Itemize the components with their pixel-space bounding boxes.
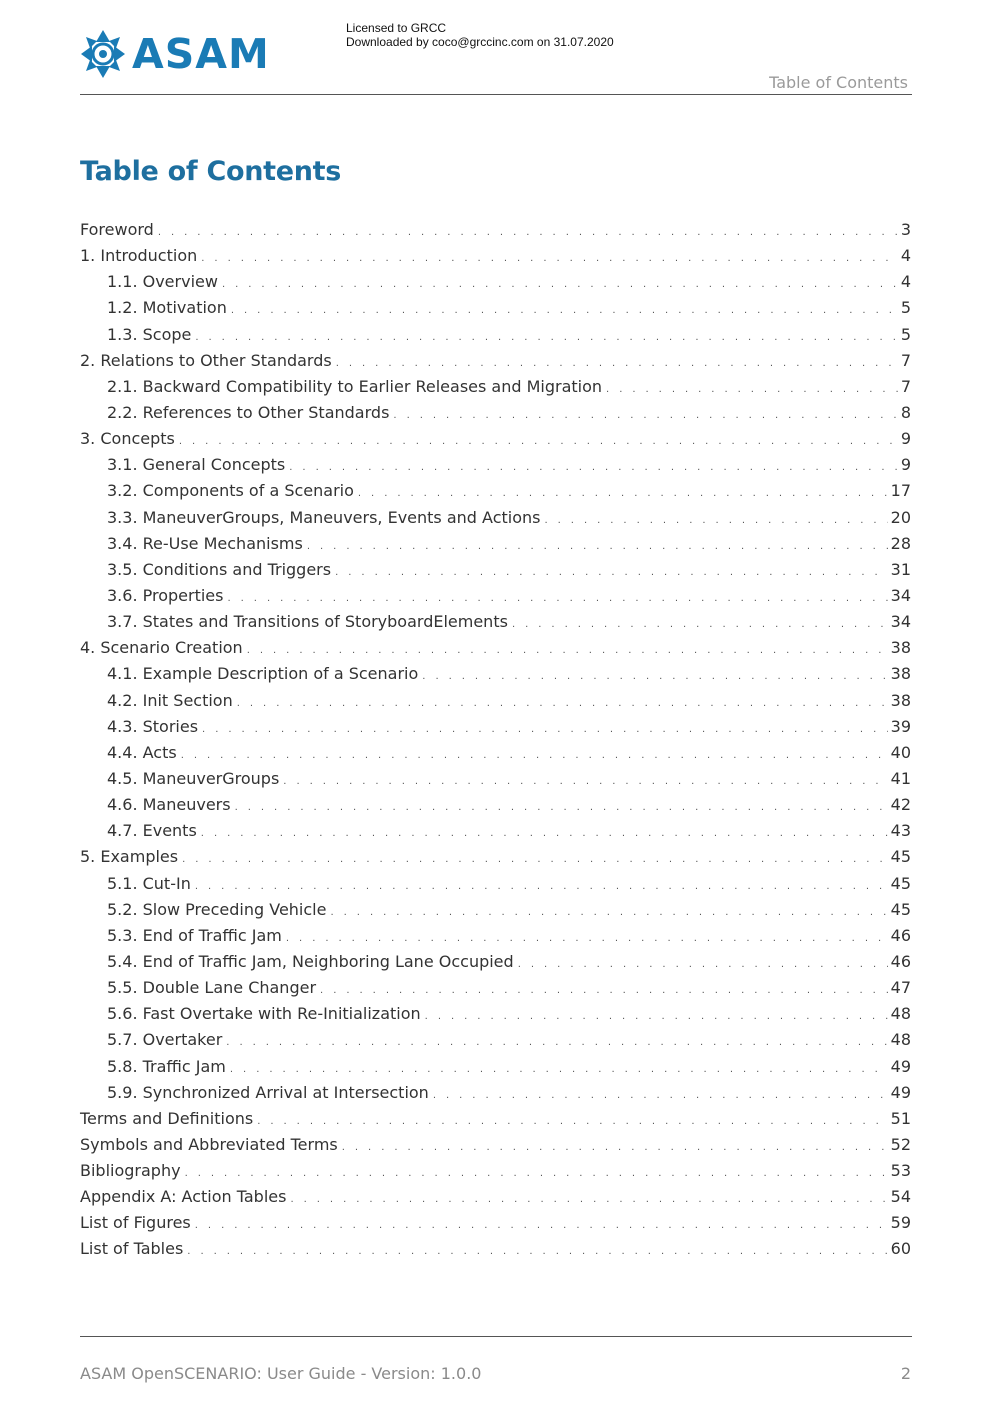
toc-entry-page[interactable]: 45 [890,873,911,893]
toc-dot-leader [336,351,898,377]
toc-dot-leader [330,900,887,926]
toc-entry-page[interactable]: 20 [890,507,911,527]
toc-dot-leader [307,534,888,560]
toc-dot-leader [226,1030,887,1056]
toc-entry-label[interactable]: 4.5. ManeuverGroups [107,768,280,788]
toc-entry-page[interactable]: 7 [900,350,911,370]
toc-entry-page[interactable]: 39 [890,716,911,736]
toc-entry[interactable] [80,1184,911,1210]
toc-entry-label[interactable]: 3. Concepts [80,429,175,449]
toc-dot-leader [235,795,888,821]
toc-entry-page[interactable]: 31 [890,559,911,579]
toc-entry[interactable] [80,1001,911,1027]
toc-entry-page[interactable]: 38 [890,638,911,658]
toc-dot-leader [179,429,898,455]
toc-entry-page[interactable]: 53 [890,1161,911,1181]
toc-entry[interactable] [80,348,911,374]
toc-entry-page[interactable]: 49 [890,1082,911,1102]
toc-entry[interactable] [80,583,911,609]
toc-dot-leader [201,821,888,847]
table-of-contents [80,217,911,1263]
toc-dot-leader [320,978,888,1004]
toc-dot-leader [195,1213,888,1239]
toc-entry-label[interactable]: 3.4. Re-Use Mechanisms [107,533,303,553]
toc-entry[interactable] [80,531,911,557]
footer-page-number: 2 [900,1364,911,1383]
toc-entry[interactable] [80,322,911,348]
toc-entry[interactable] [80,923,911,949]
toc-dot-leader [202,717,888,743]
toc-entry-page[interactable]: 60 [890,1239,911,1259]
toc-entry[interactable] [80,400,911,426]
toc-entry[interactable] [80,949,911,975]
toc-dot-leader [227,586,887,612]
toc-entry[interactable] [80,818,911,844]
toc-entry-label[interactable]: 5.4. End of Traffic Jam, Neighboring Lane Occupied [107,951,514,971]
asam-logo-icon [80,29,126,79]
toc-entry-page[interactable]: 40 [890,742,911,762]
toc-entry-label[interactable]: 3.1. General Concepts [107,455,286,475]
toc-dot-leader [257,1109,887,1135]
footer-document-title: ASAM OpenSCENARIO: User Guide - Version: 1.0.0 [80,1364,482,1383]
toc-dot-leader [335,560,888,586]
toc-dot-leader [290,1187,887,1213]
toc-entry[interactable] [80,1106,911,1132]
toc-entry-label[interactable]: 5.7. Overtaker [107,1030,223,1050]
toc-entry-label[interactable]: 5.1. Cut-In [107,873,191,893]
toc-entry[interactable] [80,844,911,870]
toc-entry[interactable] [80,792,911,818]
toc-entry-page[interactable]: 48 [890,1004,911,1024]
toc-entry[interactable] [80,374,911,400]
toc-dot-leader [518,952,888,978]
toc-entry-label[interactable]: 1.1. Overview [107,272,218,292]
toc-entry-label[interactable]: 4.3. Stories [107,716,199,736]
toc-dot-leader [393,403,897,429]
toc-entry-page[interactable]: 52 [890,1134,911,1154]
toc-entry-page[interactable]: 5 [900,324,911,344]
toc-entry-page[interactable]: 28 [890,533,911,553]
toc-entry-page[interactable]: 41 [890,768,911,788]
toc-dot-leader [358,481,888,507]
toc-entry-label[interactable]: Bibliography [80,1161,181,1181]
toc-entry[interactable] [80,426,911,452]
toc-dot-leader [247,638,888,664]
running-header: Table of Contents [769,73,908,92]
footer-divider [80,1336,912,1337]
toc-entry-page[interactable]: 38 [890,664,911,684]
toc-entry[interactable] [80,714,911,740]
license-line-1: Licensed to GRCC [346,21,447,35]
toc-entry-label[interactable]: 1. Introduction [80,246,198,266]
toc-entry-label[interactable]: 3.6. Properties [107,585,224,605]
toc-dot-leader [222,272,898,298]
toc-entry[interactable] [80,217,911,243]
toc-entry-page[interactable]: 45 [890,847,911,867]
toc-entry[interactable] [80,635,911,661]
toc-dot-leader [231,298,898,324]
toc-entry-label[interactable]: 2.2. References to Other Standards [107,402,390,422]
toc-dot-leader [187,1239,887,1265]
toc-entry[interactable] [80,688,911,714]
toc-entry-page[interactable]: 51 [890,1108,911,1128]
asam-logo [80,28,270,80]
toc-entry-page[interactable]: 4 [900,246,911,266]
toc-entry-page[interactable]: 43 [890,821,911,841]
toc-entry-label[interactable]: 4.4. Acts [107,742,177,762]
toc-entry-label[interactable]: Terms and Definitions [80,1108,254,1128]
toc-entry[interactable] [80,1054,911,1080]
toc-entry-label[interactable]: 2.1. Backward Compatibility to Earlier Releases and Migration [107,376,603,396]
license-notice [346,21,614,49]
toc-entry[interactable] [80,478,911,504]
toc-dot-leader [185,1161,888,1187]
toc-entry-page[interactable]: 4 [900,272,911,292]
toc-entry[interactable] [80,975,911,1001]
toc-entry-label[interactable]: Foreword [80,220,154,239]
toc-dot-leader [195,325,897,351]
toc-entry-label[interactable]: 3.2. Components of a Scenario [107,481,354,501]
toc-dot-leader [182,847,888,873]
toc-entry-page[interactable]: 9 [900,455,911,475]
toc-entry-label[interactable]: 5.2. Slow Preceding Vehicle [107,899,327,919]
page-title: Table of Contents [80,156,342,187]
toc-entry-label[interactable]: 3.3. ManeuverGroups, Maneuvers, Events and Actions [107,507,541,527]
toc-entry-page[interactable]: 46 [890,925,911,945]
toc-entry[interactable] [80,871,911,897]
toc-entry-page[interactable]: 48 [890,1030,911,1050]
toc-entry-label[interactable]: 4. Scenario Creation [80,638,243,658]
toc-dot-leader [230,1057,888,1083]
toc-entry-label[interactable]: 4.1. Example Description of a Scenario [107,664,419,684]
toc-entry-page[interactable]: 54 [890,1187,911,1207]
toc-dot-leader [512,612,888,638]
toc-entry[interactable] [80,609,911,635]
toc-entry-label[interactable]: List of Tables [80,1239,184,1259]
toc-dot-leader [606,377,898,403]
toc-entry[interactable] [80,897,911,923]
toc-entry[interactable] [80,766,911,792]
toc-dot-leader [544,508,887,534]
toc-entry-page[interactable]: 46 [890,951,911,971]
toc-entry-label[interactable]: 5.6. Fast Overtake with Re-Initialization [107,1004,421,1024]
toc-entry[interactable] [80,1027,911,1053]
toc-dot-leader [425,1004,888,1030]
toc-entry-page[interactable]: 9 [900,429,911,449]
logo-text: ASAM [132,29,270,78]
toc-dot-leader [181,743,888,769]
toc-dot-leader [283,769,887,795]
toc-dot-leader [342,1135,888,1161]
toc-entry-label[interactable]: 5.5. Double Lane Changer [107,978,317,998]
toc-entry-label[interactable]: 3.7. States and Transitions of StoryboardElements [107,612,508,632]
toc-entry-page[interactable]: 8 [900,402,911,422]
toc-entry[interactable] [80,557,911,583]
toc-entry[interactable] [80,740,911,766]
toc-entry[interactable] [80,1080,911,1106]
toc-entry-label[interactable]: 1.2. Motivation [107,298,227,318]
toc-entry-label[interactable]: 5. Examples [80,847,179,867]
toc-entry-page[interactable]: 3 [900,220,911,239]
toc-entry-label[interactable]: 1.3. Scope [107,324,192,344]
toc-entry-page[interactable]: 5 [900,298,911,318]
toc-entry[interactable] [80,243,911,269]
toc-dot-leader [289,455,898,481]
toc-entry-page[interactable]: 49 [890,1056,911,1076]
license-line-2: Downloaded by coco@grccinc.com on 31.07.2020 [346,35,614,49]
toc-entry[interactable] [80,1210,911,1236]
toc-entry-page[interactable]: 45 [890,899,911,919]
toc-entry-label[interactable]: 4.2. Init Section [107,690,233,710]
toc-dot-leader [433,1083,888,1109]
toc-entry-page[interactable]: 47 [890,978,911,998]
toc-entry-label[interactable]: List of Figures [80,1213,191,1233]
toc-entry-label[interactable]: Appendix A: Action Tables [80,1187,287,1207]
toc-entry-page[interactable]: 42 [890,795,911,815]
toc-entry-page[interactable]: 59 [890,1213,911,1233]
toc-entry[interactable] [80,1158,911,1184]
toc-entry[interactable] [80,1132,911,1158]
toc-entry-label[interactable]: 5.3. End of Traffic Jam [107,925,282,945]
toc-entry[interactable] [80,505,911,531]
toc-entry-page[interactable]: 17 [890,481,911,501]
toc-dot-leader [422,664,887,690]
toc-entry-label[interactable]: 4.7. Events [107,821,197,841]
toc-entry-label[interactable]: Symbols and Abbreviated Terms [80,1134,338,1154]
toc-entry[interactable] [80,1236,911,1262]
toc-entry-page[interactable]: 34 [890,585,911,605]
toc-entry[interactable] [80,661,911,687]
toc-entry-label[interactable]: 4.6. Maneuvers [107,795,231,815]
toc-dot-leader [286,926,888,952]
toc-entry-label[interactable]: 5.9. Synchronized Arrival at Intersection [107,1082,429,1102]
toc-dot-leader [195,874,888,900]
toc-entry-label[interactable]: 5.8. Traffic Jam [107,1056,226,1076]
toc-entry-page[interactable]: 38 [890,690,911,710]
toc-entry-page[interactable]: 34 [890,612,911,632]
toc-entry-page[interactable]: 7 [900,376,911,396]
toc-entry[interactable] [80,269,911,295]
toc-dot-leader [158,220,898,246]
toc-entry[interactable] [80,452,911,478]
toc-entry-label[interactable]: 3.5. Conditions and Triggers [107,559,332,579]
toc-entry-label[interactable]: 2. Relations to Other Standards [80,350,332,370]
toc-entry[interactable] [80,295,911,321]
header-divider [80,94,912,95]
toc-dot-leader [237,691,888,717]
toc-dot-leader [201,246,898,272]
